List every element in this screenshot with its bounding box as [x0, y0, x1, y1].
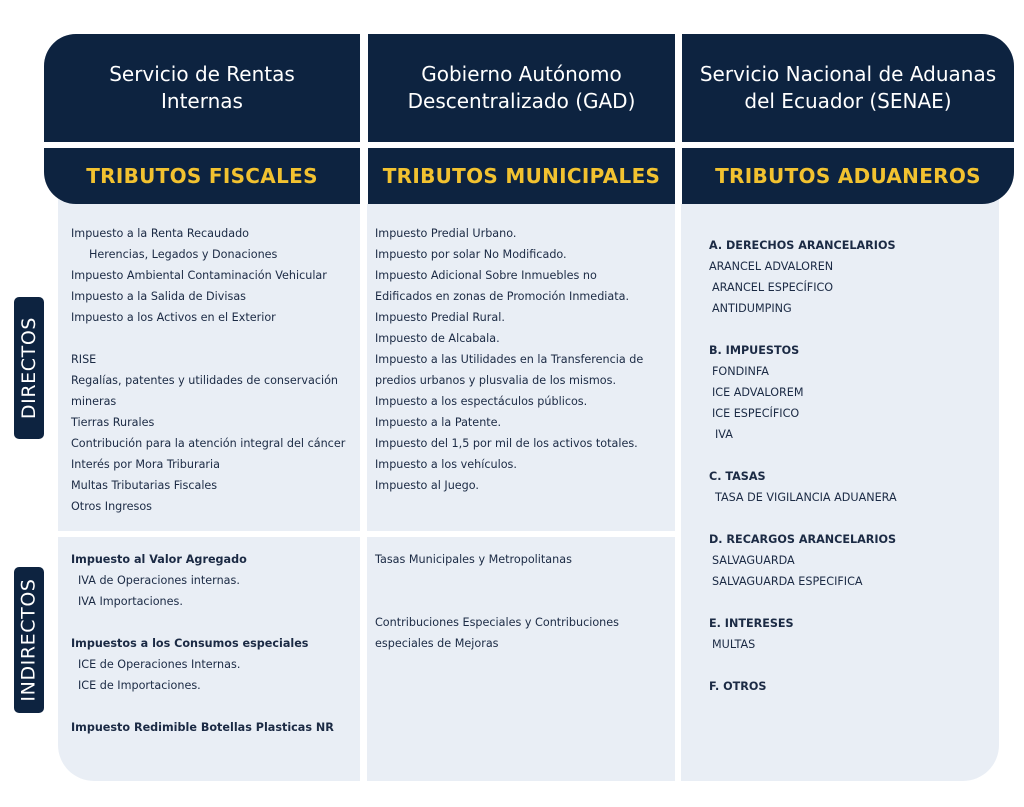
fiscales-directos-list: [71, 223, 345, 517]
list-item: D. RECARGOS ARANCELARIOS: [709, 533, 897, 546]
municipales-title: TRIBUTOS MUNICIPALES: [382, 164, 661, 188]
list-item: Impuesto Redimible Botellas Plasticas NR: [71, 721, 334, 734]
list-item: Impuesto a la Salida de Divisas: [71, 290, 247, 303]
spacer: [709, 445, 897, 466]
indirectos-text: INDIRECTOS: [18, 578, 40, 702]
aduaneros-list: [709, 235, 897, 697]
municipales-directos-list: [375, 223, 643, 496]
sri-title: Servicio de Rentas Internas: [109, 62, 295, 113]
fiscales-subheader: [44, 148, 360, 204]
list-item: Edificados en zonas de Promoción Inmediata.: [375, 290, 630, 303]
list-item: Impuesto a los espectáculos públicos.: [375, 395, 588, 408]
list-item: ICE de Importaciones.: [78, 679, 201, 692]
list-item: especiales de Mejoras: [375, 637, 499, 650]
list-item: Interés por Mora Triburaria: [71, 458, 220, 471]
list-item: F. OTROS: [709, 680, 767, 693]
municipales-indirectos-list: [375, 549, 619, 654]
row-divider: [58, 531, 676, 537]
list-item: IVA: [715, 428, 733, 441]
list-item: Impuesto al Juego.: [375, 479, 479, 492]
list-item: ARANCEL ESPECÍFICO: [712, 281, 834, 294]
list-item: Impuesto del 1,5 por mil de los activos totales.: [375, 437, 638, 450]
directos-label: [14, 297, 44, 439]
sri-header: [44, 34, 360, 142]
directos-text: DIRECTOS: [18, 316, 41, 420]
list-item: Impuesto a los Activos en el Exterior: [71, 311, 276, 324]
list-item: C. TASAS: [709, 470, 766, 483]
list-item: FONDINFA: [712, 365, 769, 378]
list-item: mineras: [71, 395, 117, 408]
list-item: ICE ESPECÍFICO: [712, 407, 800, 420]
list-item: SALVAGUARDA ESPECIFICA: [712, 575, 863, 588]
indirectos-label: [14, 567, 44, 713]
list-item: Impuesto por solar No Modificado.: [375, 248, 567, 261]
list-item: predios urbanos y plusvalia de los mismos.: [375, 374, 616, 387]
list-item: RISE: [71, 353, 97, 366]
list-item: ICE de Operaciones Internas.: [78, 658, 241, 671]
list-item: Impuesto Adicional Sobre Inmuebles no: [375, 269, 597, 282]
list-item: Tierras Rurales: [71, 416, 155, 429]
list-item: A. DERECHOS ARANCELARIOS: [709, 239, 896, 252]
spacer: [709, 592, 897, 613]
header-row: [44, 34, 1014, 204]
list-item: Impuesto Predial Urbano.: [375, 227, 517, 240]
spacer: [71, 612, 334, 633]
list-item: Multas Tributarias Fiscales: [71, 479, 218, 492]
aduaneros-title: TRIBUTOS ADUANEROS: [715, 164, 981, 188]
senae-title: Servicio Nacional de Aduanas del Ecuador (SENAE): [699, 62, 997, 113]
municipales-subheader: [368, 148, 675, 204]
gad-title: Gobierno Autónomo Descentralizado (GAD): [407, 62, 636, 113]
list-item: ICE ADVALOREM: [712, 386, 804, 399]
fiscales-title: TRIBUTOS FISCALES: [86, 164, 318, 188]
spacer: [71, 696, 334, 717]
list-item: Impuesto a la Renta Recaudado: [71, 227, 250, 240]
list-item: Impuesto Predial Rural.: [375, 311, 505, 324]
gad-header: [368, 34, 675, 142]
list-item: Contribución para la atención integral del cáncer: [71, 437, 346, 450]
spacer: [709, 508, 897, 529]
list-item: Contribuciones Especiales y Contribuciones: [375, 616, 619, 629]
list-item: Impuesto a la Patente.: [375, 416, 502, 429]
list-item: ANTIDUMPING: [712, 302, 792, 315]
list-item: IVA de Operaciones internas.: [78, 574, 240, 587]
spacer: [709, 655, 897, 676]
column-divider-1: [360, 195, 367, 785]
spacer: [71, 328, 345, 349]
column-divider-2: [675, 195, 681, 785]
list-item: Impuesto a las Utilidades en la Transferencia de: [375, 353, 644, 366]
list-item: TASA DE VIGILANCIA ADUANERA: [715, 491, 897, 504]
list-item: Impuesto al Valor Agregado: [71, 553, 247, 566]
spacer: [375, 591, 619, 612]
fiscales-indirectos-list: [71, 549, 334, 738]
list-item: Impuestos a los Consumos especiales: [71, 637, 309, 650]
list-item: ARANCEL ADVALOREN: [709, 260, 834, 273]
list-item: Impuesto de Alcabala.: [375, 332, 500, 345]
list-item: SALVAGUARDA: [712, 554, 795, 567]
spacer: [709, 319, 897, 340]
list-item: Impuesto Ambiental Contaminación Vehicular: [71, 269, 327, 282]
list-item: Otros Ingresos: [71, 500, 153, 513]
list-item: E. INTERESES: [709, 617, 794, 630]
list-item: MULTAS: [712, 638, 756, 651]
spacer: [375, 570, 619, 591]
list-item: Tasas Municipales y Metropolitanas: [375, 553, 572, 566]
list-item: Herencias, Legados y Donaciones: [89, 248, 278, 261]
aduaneros-subheader: [682, 148, 1014, 204]
senae-header: [682, 34, 1014, 142]
list-item: IVA Importaciones.: [78, 595, 183, 608]
list-item: B. IMPUESTOS: [709, 344, 800, 357]
list-item: Impuesto a los vehículos.: [375, 458, 517, 471]
list-item: Regalías, patentes y utilidades de conservación: [71, 374, 339, 387]
